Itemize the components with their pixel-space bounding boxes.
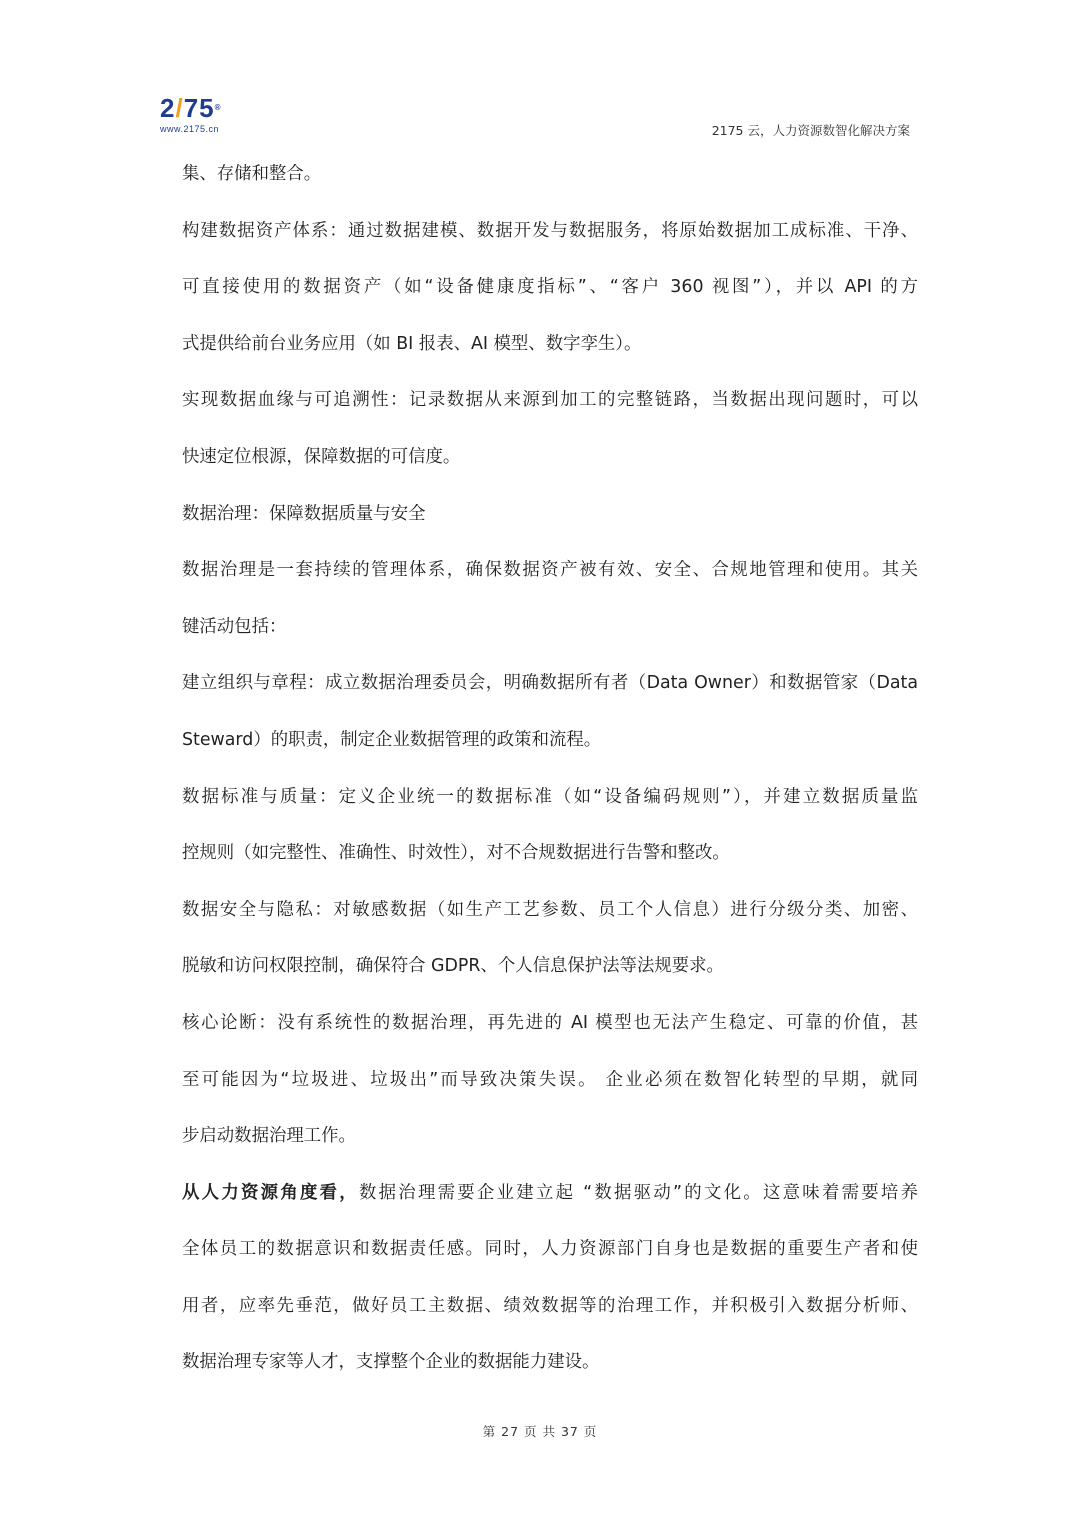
body-line: 至可能因为“垃圾进、垃圾出”而导致决策失误。 企业必须在数智化转型的早期，就同 <box>182 1069 918 1090</box>
body-line: 构建数据资产体系：通过数据建模、数据开发与数据服务，将原始数据加工成标准、干净、 <box>182 220 918 241</box>
body-line: 集、存储和整合。 <box>182 164 322 184</box>
page-number: 第 27 页 共 37 页 <box>482 1424 598 1439</box>
page-body <box>182 146 918 1391</box>
body-line: 实现数据血缘与可追溯性：记录数据从来源到加工的完整链路，当数据出现问题时，可以 <box>182 390 918 411</box>
body-line: 快速定位根源，保障数据的可信度。 <box>182 446 461 467</box>
hr-perspective-lead: 从人力资源角度看， <box>182 1182 359 1203</box>
body-line: Steward）的职责，制定企业数据管理的政策和流程。 <box>182 729 602 750</box>
hr-perspective-line <box>182 1165 918 1222</box>
body-line: 式提供给前台业务应用（如 BI 报表、AI 模型、数字孪生）。 <box>182 333 642 354</box>
registered-mark: ® <box>214 103 222 112</box>
body-line: 数据治理专家等人才，支撑整个企业的数据能力建设。 <box>182 1352 600 1373</box>
company-logo <box>160 94 250 138</box>
body-line: 核心论断：没有系统性的数据治理，再先进的 AI 模型也无法产生稳定、可靠的价值，甚 <box>182 1012 918 1033</box>
body-line: 脱敏和访问权限控制，确保符合 GDPR、个人信息保护法等法规要求。 <box>182 956 724 977</box>
body-line: 数据治理是一套持续的管理体系，确保数据资产被有效、安全、合规地管理和使用。其关 <box>182 560 918 581</box>
logo-url: www.2175.cn <box>160 124 220 134</box>
logo-text-main: 2 <box>160 93 176 123</box>
body-line: 数据标准与质量：定义企业统一的数据标准（如“设备编码规则”），并建立数据质量监 <box>182 786 918 807</box>
logo-text-slash: / <box>175 93 184 123</box>
body-line: 全体员工的数据意识和数据责任感。同时，人力资源部门自身也是数据的重要生产者和使 <box>182 1239 918 1260</box>
body-line: 步启动数据治理工作。 <box>182 1126 356 1147</box>
body-line: 数据安全与隐私：对敏感数据（如生产工艺参数、员工个人信息）进行分级分类、加密、 <box>182 899 918 920</box>
logo-text-rest: 75 <box>183 93 215 123</box>
hr-perspective-text: 数据治理需要企业建立起 “数据驱动”的文化。这意味着需要培养 <box>358 1182 918 1203</box>
document-header-title: 2175 云，人力资源数智化解决方案 <box>711 123 910 138</box>
body-line: 控规则（如完整性、准确性、时效性），对不合规数据进行告警和整改。 <box>182 843 730 864</box>
body-line: 用者，应率先垂范，做好员工主数据、绩效数据等的治理工作，并积极引入数据分析师、 <box>182 1295 918 1316</box>
body-line: 可直接使用的数据资产（如“设备健康度指标”、“客户 360 视图”），并以 API 的方 <box>182 277 918 298</box>
section-heading: 数据治理：保障数据质量与安全 <box>182 503 426 524</box>
body-line: 键活动包括： <box>182 616 287 637</box>
body-line: 建立组织与章程：成立数据治理委员会，明确数据所有者（Data Owner）和数据管家（Data <box>182 673 918 694</box>
logo-mark <box>160 94 250 122</box>
